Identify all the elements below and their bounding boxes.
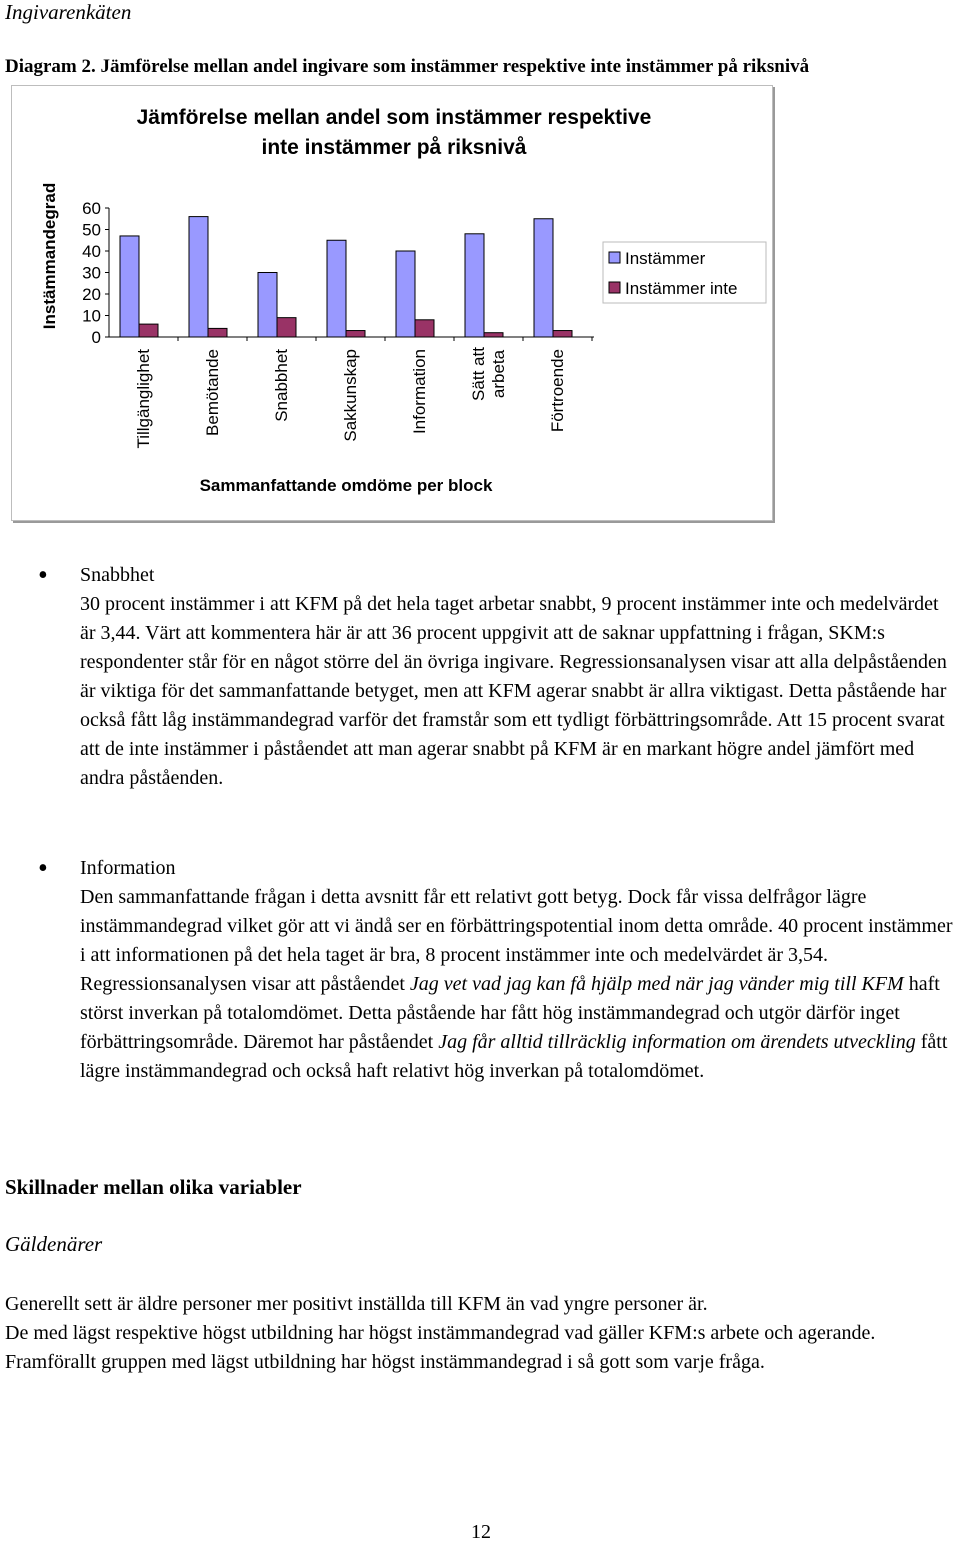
bar-instammer-inte (208, 328, 227, 337)
quoted-statement: Jag vet vad jag kan få hjälp med när jag vänder mig till KFM (409, 973, 904, 995)
legend-label-agree: Instämmer (625, 249, 706, 268)
x-tick-label: Förtroende (548, 349, 567, 433)
y-axis-label: Instämmandegrad (40, 182, 59, 330)
legend-label-disagree: Instämmer inte (625, 279, 738, 298)
bar-instammer (534, 219, 553, 337)
page-number: 12 (471, 1521, 491, 1543)
chart-title-line-2: inte instämmer på riksnivå (261, 136, 527, 159)
y-tick-label: 20 (82, 285, 101, 304)
section-text: Den sammanfattande frågan i detta avsnitt får ett relativt gott betyg. Dock får vissa delfrågor lägre instämmandegrad vilket gör att vi ändå ser en förbättringspotential inom detta område. 40 procent instämmer i att informationen på det hela taget är bra, 8 procent instämmer inte och medelvärdet är 3,54. Regressionsanalysen visar att påståendet Jag vet vad jag kan få hjälp med när jag vänder mig till KFM haft störst inverkan på totalomdömet. Detta påstående har fått hög instämmandegrad och utgör därför inget förbättringsområde. Däremot har påståendet Jag får alltid tillräcklig information om ärendets utveckling fått lägre instämmandegrad och också haft relativt hög inverkan på totalomdömet. (80, 886, 953, 1082)
paragraph: De med lägst respektive högst utbildning har högst instämmandegrad vad gäller KFM:s arbete och agerande. Framförallt gruppen med lägst utbildning har högst instämmandegrad i så gott som varje fråga. (5, 1322, 876, 1373)
section-text: 30 procent instämmer i att KFM på det hela taget arbetar snabbt, 9 procent instämmer inte och medelvärdet är 3,44. Värt att kommentera här är att 36 procent uppgivit att de saknar uppfattning i frågan, SKM:s respondenter står för en något större del än övriga ingivare. Regressionsanalysen visar att alla delpåståenden är viktiga för det sammanfattande betyget, men att KFM agerar snabbt är allra viktigast. Detta påstående har också fått låg instämmandegrad varför det framstår som ett tydligt förbättringsområde. Att 15 procent svarat att de inte instämmer i påståendet att man agerar snabbt på KFM är en markant högre andel jämfört med andra påståenden. (80, 593, 947, 789)
x-tick-label: Snabbhet (272, 349, 291, 422)
y-tick-label: 50 (82, 220, 101, 240)
bar-instammer (327, 240, 346, 337)
x-tick-label: Sakkunskap (341, 349, 360, 442)
x-axis-label: Sammanfattande omdöme per block (199, 476, 493, 495)
legend-swatch-disagree (609, 282, 620, 293)
section-information (80, 854, 955, 1086)
bullet-marker: • (38, 853, 48, 884)
x-tick-label: Information (410, 349, 429, 435)
diagram-caption: Diagram 2. Jämförelse mellan andel ingivare som instämmer respektive inte instämmer på riksnivå (5, 56, 810, 77)
bar-chart (12, 86, 772, 520)
bar-instammer (258, 273, 277, 338)
legend-swatch-agree (609, 252, 620, 263)
paragraph: Generellt sett är äldre personer mer positivt inställda till KFM än vad yngre personer är. (5, 1293, 708, 1315)
chart-title-line-1: Jämförelse mellan andel som instämmer respektive (136, 106, 652, 129)
y-tick-label: 30 (82, 263, 101, 283)
bar-instammer (465, 234, 484, 337)
bar-instammer-inte (415, 320, 434, 337)
quoted-statement: Jag får alltid tillräcklig information om ärendets utveckling (438, 1031, 916, 1053)
bar-instammer-inte (553, 331, 572, 337)
y-tick-label: 10 (82, 306, 101, 326)
bar-instammer (396, 251, 415, 337)
x-tick-label: arbeta (489, 349, 508, 399)
x-tick-label: Sätt att (469, 347, 488, 401)
y-tick-label: 40 (82, 242, 101, 261)
y-tick-label: 0 (91, 328, 101, 347)
section-heading: Information (80, 857, 176, 879)
bar-instammer-inte (484, 333, 503, 337)
chart-frame (11, 85, 773, 521)
x-tick-label: Bemötande (203, 349, 222, 436)
subsection-heading: Skillnader mellan olika variabler (5, 1175, 302, 1199)
section-heading: Snabbhet (80, 564, 155, 586)
bar-instammer-inte (277, 318, 296, 337)
subsection-subheading: Gäldenärer (5, 1232, 103, 1256)
bar-instammer (189, 217, 208, 337)
bar-instammer (120, 236, 139, 337)
y-tick-label: 60 (82, 199, 101, 218)
section-snabbhet (80, 561, 955, 793)
bullet-marker: • (38, 560, 48, 591)
legend (603, 242, 766, 303)
section-header: Ingivarenkäten (5, 0, 132, 24)
x-tick-label: Tillgänglighet (134, 349, 153, 449)
bar-instammer-inte (139, 324, 158, 337)
bar-instammer-inte (346, 331, 365, 337)
